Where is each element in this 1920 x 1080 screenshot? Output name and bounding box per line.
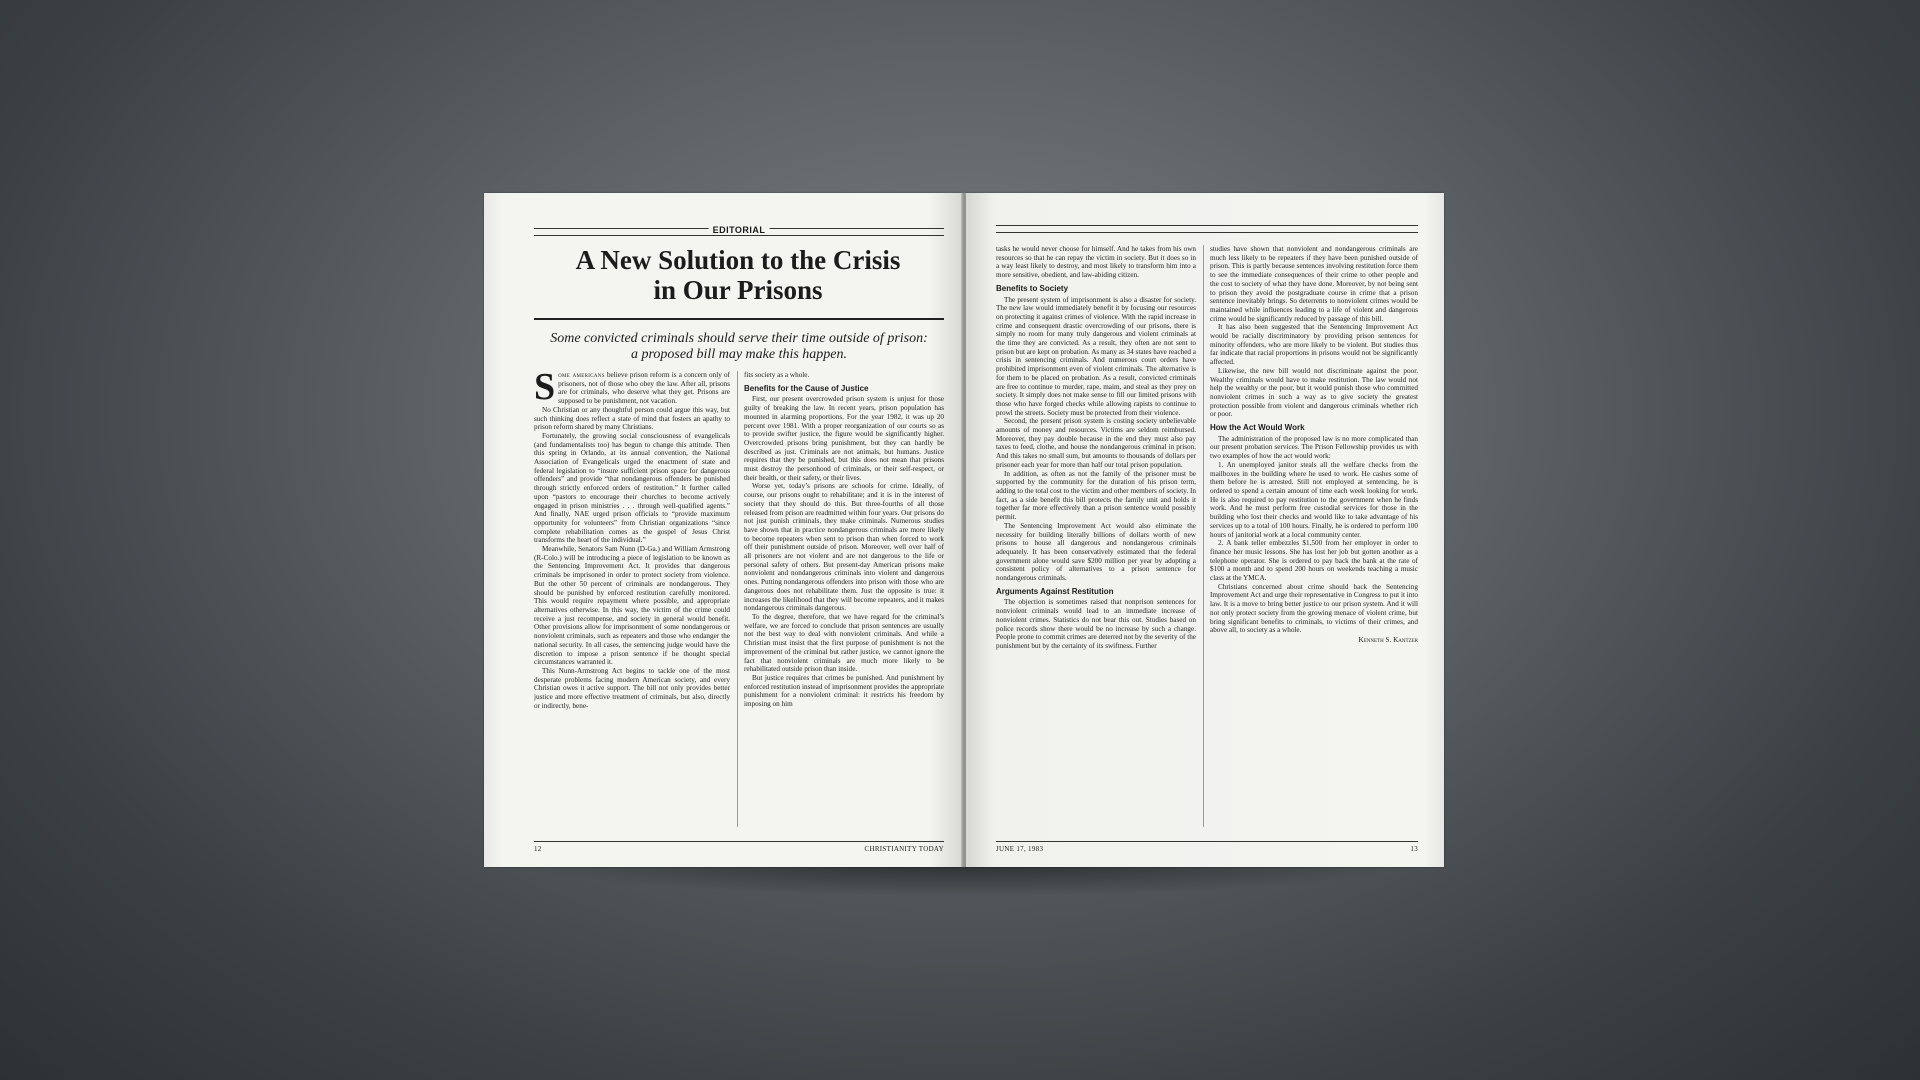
editorial-kicker: EDITORIAL (709, 225, 770, 235)
page-number: 13 (1410, 845, 1418, 853)
paragraph: fits society as a whole. (744, 371, 810, 379)
paragraph: studies have shown that nonviolent and nondangerous criminals are much less likely to be repeaters if they have been punished outside of prison. This is partly because sentences involving restitution force them to see the immediate consequences of their crime to other people and the cost to society of what they have done. Moreover, by not being sent to prison they avoid the postgraduate course in crime that a prison sentence inevitably brings. So deterrents to nonviolent crimes would be maintained while influences leading to a life of violent and dangerous crime would be significantly reduced by passage of this bill. (1210, 245, 1418, 323)
paragraph: It has also been suggested that the Sentencing Improvement Act would be racially discriminatory by providing prison sentences for minority offenders, who are more likely to be violent. But studies thus far indicate that racial proportions in prisons would not be significantly affected. (1210, 323, 1418, 367)
paragraph: 2. A bank teller embezzles $1,500 from her employer in order to finance her music lessons. She has lost her job but gotten another as a telephone operator. She is ordered to pay back the bank at the rate of $100 a month and to spend 200 hours on weekends teaching a music class at the YMCA. (1210, 539, 1418, 583)
kicker-rule (534, 225, 944, 239)
paragraph: Fortunately, the growing social consciousness of evangelicals (and fundamentalists too) has begun to change this attitude. Then this spring in Orlando, at its annual convention, the National Association of Evangelicals urged the enactment of state and federal legislation to “insure sufficient prison space for dangerous offenders” and provide “that nondangerous offenders be punished through strictly enforced orders of restitution.” It further called upon “pastors to encourage their churches to become actively engaged in prison ministries . . . through well-qualified agents.” And finally, NAE urged prison officials to “provide maximum opportunity for volunteers” from Christian organizations “since complete rehabilitation comes as the gospel of Jesus Christ transforms the heart of the individual.” (534, 431, 730, 545)
paragraph: This Nunn-Armstrong Act begins to tackle one of the most desperate problems facing modern American society, and every Christian owes it active support. The bill not only provides better justice and more effective treatment of criminals, but also, directly or indirectly, bene- (534, 666, 730, 710)
paragraph: But justice requires that crimes be punished. And punishment by enforced restitution instead of imprisonment provides the appropriate punishment for a nonviolent criminal: it restricts his freedom by imposing on him (744, 673, 944, 709)
deck-line-1: Some convicted criminals should serve their time outside of prison: (550, 331, 928, 346)
lead-smallcaps: ome americans (558, 371, 605, 379)
author-signature: Kenneth S. Kantzer (1358, 635, 1418, 644)
headline-line-2: in Our Prisons (653, 275, 823, 305)
paragraph: Meanwhile, Senators Sam Nunn (D-Ga.) and William Armstrong (R-Colo.) will be introducing a piece of legislation to be known as the Sentencing Improvement Act. It provides that dangerous criminals be imprisoned in order to protect society from violence. But the other 50 percent of criminals are nondangerous. They should be punished by enforced restitution carefully monitored. This would require repayment where possible, and appropriate alternatives otherwise. In this way, the victim of the crime could receive a just recompense, and society in general would benefit. Other provisions allow for imprisonment of some nondangerous or nonviolent criminals, such as repeaters and those who endanger the national security. In all cases, the sentencing judge would have the discretion to impose a prison sentence if he thought special circumstances warranted it. (534, 545, 730, 667)
paragraph: First, our present overcrowded prison system is unjust for those guilty of breaking the law. In recent years, prison population has mounted in alarming proportions. For the year 1982, it was up 20 percent over 1981. With a proper reorganization of our courts so as to provide swifter justice, the figure would be significantly higher. Overcrowded prisons bring punishment, but they can hardly be described as just. Criminals are not animals, but humans. Justice requires that they be punished, but this does not mean that prisons must destroy the personhood of criminals, or their self-respect, or their health, or their safety, or their lives. (744, 395, 944, 482)
right-column-2 (1210, 245, 1418, 827)
paragraph: Second, the present prison system is costing society unbelievable amounts of money and resources. Victims are seldom reimbursed. Moreover, they pay double because in the end they must also pay taxes to feed, clothe, and house the nondangerous criminal in prison. And this takes no small sum, but amounts to thousands of dollars per prisoner each year for more than half our total prison population. (996, 417, 1196, 469)
paragraph: The present system of imprisonment is also a disaster for society. The new law would immediately benefit it by focusing our resources on protecting it against crimes of violence. With the rapid increase in crime and consequent drastic overcrowding of our prisons, there is simply no room for many truly dangerous and violent criminals at the time they are convicted. As a result, they often are not sent to prison but are kept on probation. As many as 34 states have reached a crisis in sentencing criminals. And numerous court orders have prohibited imprisonment even of violent criminals. The alternative is for them to be placed on probation. As a result, convicted criminals are free to continue to murder, rape, maim, and steal as they prey on society. It simply does not make sense to fill our limited prisons with those who have forged checks while allowing rapists to continue to prowl the streets. Society must be protected from their violence. (996, 295, 1196, 417)
paragraph: The objection is sometimes raised that nonprison sentences for nonviolent criminals would lead to an immediate increase of nonviolent crimes. Statistics do not bear this out. Studies based on police records show there would be no increase by such a change. People prone to commit crimes are deterred not by the severity of the punishment but by the certainty of its swiftness. Further (996, 598, 1196, 650)
section-heading: Benefits for the Cause of Justice (744, 383, 869, 393)
right-page (966, 193, 1444, 867)
paragraph: 1. An unemployed janitor steals all the welfare checks from the mailboxes in the building where he used to work. He cashes some of them before he is arrested. Still not employed at sentencing, he is ordered to spend a certain amount of time each week looking for work. He is also required to pay restitution to the government when he finds work. And he must perform free custodial services for those in the building who lost their checks and would like to take advantage of his services up to a total of 100 hours. Finally, he is ordered to perform 100 hours of janitorial work at a local community center. (1210, 460, 1418, 539)
left-column-1 (534, 371, 730, 827)
headline-line-1: A New Solution to the Crisis (575, 245, 901, 275)
column-divider (737, 371, 738, 827)
lead-paragraph (534, 371, 730, 406)
deck (534, 331, 944, 363)
paragraph: The Sentencing Improvement Act would also eliminate the necessity for building literally billions of dollars worth of new prisons to house all dangerous and nondangerous criminals adequately. It has been conservatively estimated that the federal government alone would save $200 million per year by adopting a consistent policy of alternatives to a prison sentence for nondangerous criminals. (996, 521, 1196, 583)
footer-rule (534, 841, 944, 842)
headline-rule (534, 318, 944, 320)
paragraph: Christians concerned about crime should back the Sentencing Improvement Act and urge their representative in Congress to put it into law. It is a move to bring better justice to our prison system. And it will not only protect society from the growing menace of violent crime, but bring significant benefits to criminals, to victims of their crimes, and above all, to society as a whole. (1210, 582, 1418, 635)
paragraph: No Christian or any thoughtful person could argue this way, but such thinking does reflect a state of mind that fosters an apathy to prison reform shared by many Christians. (534, 405, 730, 432)
magazine-name: CHRISTIANITY TODAY (864, 845, 944, 853)
page-number: 12 (534, 845, 542, 853)
deck-line-2: a proposed bill may make this happen. (630, 347, 848, 362)
paragraph: Likewise, the new bill would not discriminate against the poor. Wealthy criminals would have to make restitution. The law would not help the wealthy or the poor, but it would punish those who committed nonviolent crimes in such a way as to give society the greatest protection possible from violent and dangerous criminals whether rich or poor. (1210, 366, 1418, 419)
left-column-2 (744, 371, 944, 827)
paragraph: Worse yet, today’s prisons are schools for crime. Ideally, of course, our prisons ought to rehabilitate; and it is in the interest of society that they should do this. But three-fourths of all those released from prison are readmitted within four years. Our prisons do not just punish criminals, they make criminals. Numerous studies have shown that in practice nondangerous criminals are more likely to become repeaters when sent to prison than when forced to work off their punishment outside of prison. Moreover, well over half of all prisoners are not violent and are not dangerous to the life or personal safety of others. But present-day American prisons make nonviolent and nondangerous criminals into violent and dangerous ones. Putting nondangerous offenders into prison with those who are dangerous does not rehabilitate them. Just the opposite is true: it increases the likelihood that they will become repeaters, and it makes nondangerous criminals dangerous. (744, 482, 944, 613)
section-heading: Benefits to Society (996, 283, 1069, 293)
right-column-1 (996, 245, 1196, 827)
paragraph: tasks he would never choose for himself. And he takes from his own resources so that he can repay the victim in society. But it does so in a way least likely to destroy, and most likely to transform him into a more sensitive, obedient, and law-abiding citizen. (996, 245, 1196, 280)
column-divider (1203, 245, 1204, 827)
page-title (528, 245, 948, 305)
top-rule (996, 223, 1418, 233)
section-heading: How the Act Would Work (1210, 423, 1305, 433)
paragraph: In addition, as often as not the family of the prisoner must be supported by the community for the duration of his prison term, adding to the total cost to the victim and other members of society. In fact, as a side benefit this bill protects the family unit and holds it together far more effectively than a prison sentence would possibly permit. (996, 469, 1196, 522)
paragraph: To the degree, therefore, that we have regard for the criminal’s welfare, we are forced to conclude that prison sentences are usually not the best way to deal with nonviolent criminals. And while a Christian must insist that the first purpose of punishment is not the improvement of the criminal but rather justice, we cannot ignore the fact that nonviolent criminals are much more likely to be rehabilitated outside prison than inside. (744, 612, 944, 674)
paragraph: believe prison reform is a concern only of prisoners, not of those who obey the law. After all, prisons are for criminals, who deserve what they get. Prisons are supposed to be punishment, not vacation. (558, 371, 730, 406)
section-heading: Arguments Against Restitution (996, 586, 1114, 596)
paragraph: The administration of the proposed law is no more complicated than our present probation services. The Prison Fellowship provides us with two examples of how the act would work: (1210, 434, 1418, 461)
footer-rule (996, 841, 1418, 842)
magazine-spread (484, 193, 1444, 867)
drop-cap: S (534, 371, 556, 408)
left-page (484, 193, 962, 867)
issue-date: JUNE 17, 1983 (996, 845, 1044, 853)
